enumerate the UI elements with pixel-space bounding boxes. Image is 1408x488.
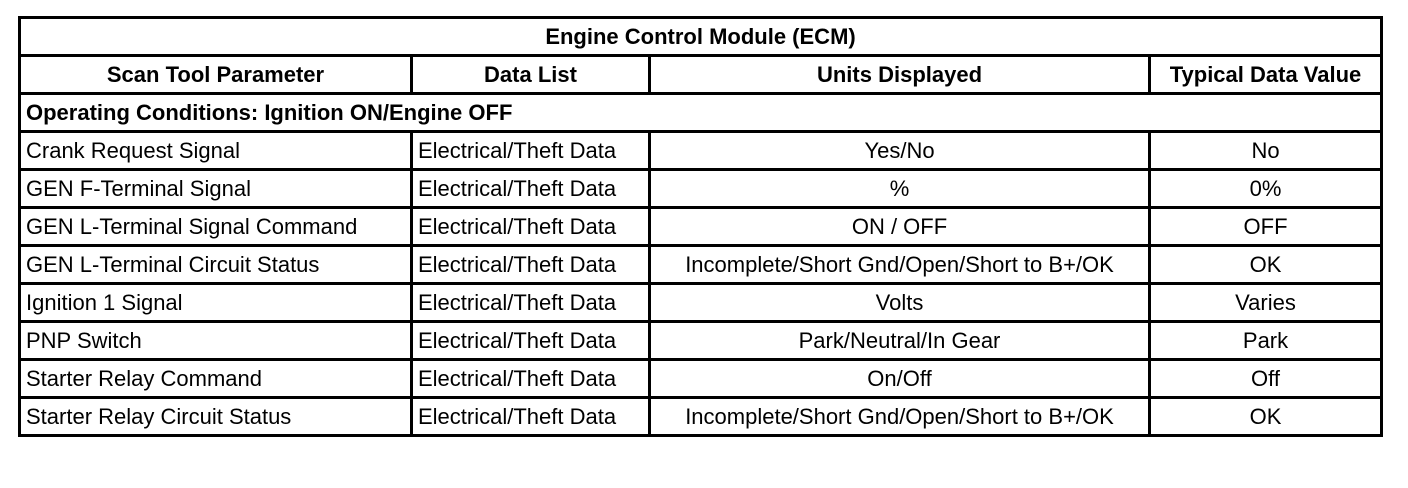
table-row	[20, 208, 1382, 246]
table-header-row	[20, 56, 1382, 94]
cell-data-list: Electrical/Theft Data	[412, 208, 650, 246]
cell-parameter: GEN L-Terminal Signal Command	[20, 208, 412, 246]
cell-data-list: Electrical/Theft Data	[412, 284, 650, 322]
table-row	[20, 170, 1382, 208]
cell-parameter: Crank Request Signal	[20, 132, 412, 170]
cell-typical-value: OK	[1150, 398, 1382, 436]
cell-units: Park/Neutral/In Gear	[650, 322, 1150, 360]
cell-typical-value: OFF	[1150, 208, 1382, 246]
cell-typical-value: Park	[1150, 322, 1382, 360]
cell-units: Incomplete/Short Gnd/Open/Short to B+/OK	[650, 398, 1150, 436]
table-row	[20, 398, 1382, 436]
cell-data-list: Electrical/Theft Data	[412, 398, 650, 436]
cell-units: Volts	[650, 284, 1150, 322]
cell-typical-value: OK	[1150, 246, 1382, 284]
cell-units: On/Off	[650, 360, 1150, 398]
table-title-row	[20, 18, 1382, 56]
cell-typical-value: Off	[1150, 360, 1382, 398]
header-scan-tool-parameter: Scan Tool Parameter	[20, 56, 412, 94]
table-row	[20, 246, 1382, 284]
table-row	[20, 284, 1382, 322]
table-row	[20, 360, 1382, 398]
header-data-list: Data List	[412, 56, 650, 94]
section-operating-conditions: Operating Conditions: Ignition ON/Engine OFF	[20, 94, 1382, 132]
cell-typical-value: Varies	[1150, 284, 1382, 322]
cell-parameter: Starter Relay Command	[20, 360, 412, 398]
cell-typical-value: No	[1150, 132, 1382, 170]
cell-data-list: Electrical/Theft Data	[412, 360, 650, 398]
cell-parameter: Ignition 1 Signal	[20, 284, 412, 322]
cell-parameter: PNP Switch	[20, 322, 412, 360]
table-title: Engine Control Module (ECM)	[20, 18, 1382, 56]
cell-units: Incomplete/Short Gnd/Open/Short to B+/OK	[650, 246, 1150, 284]
ecm-data-table	[18, 16, 1383, 437]
header-typical-data-value: Typical Data Value	[1150, 56, 1382, 94]
cell-units: Yes/No	[650, 132, 1150, 170]
section-row	[20, 94, 1382, 132]
cell-parameter: GEN L-Terminal Circuit Status	[20, 246, 412, 284]
cell-parameter: GEN F-Terminal Signal	[20, 170, 412, 208]
cell-data-list: Electrical/Theft Data	[412, 170, 650, 208]
cell-units: %	[650, 170, 1150, 208]
cell-data-list: Electrical/Theft Data	[412, 132, 650, 170]
table-row	[20, 322, 1382, 360]
cell-units: ON / OFF	[650, 208, 1150, 246]
header-units-displayed: Units Displayed	[650, 56, 1150, 94]
table-row	[20, 132, 1382, 170]
cell-data-list: Electrical/Theft Data	[412, 246, 650, 284]
cell-typical-value: 0%	[1150, 170, 1382, 208]
cell-parameter: Starter Relay Circuit Status	[20, 398, 412, 436]
cell-data-list: Electrical/Theft Data	[412, 322, 650, 360]
